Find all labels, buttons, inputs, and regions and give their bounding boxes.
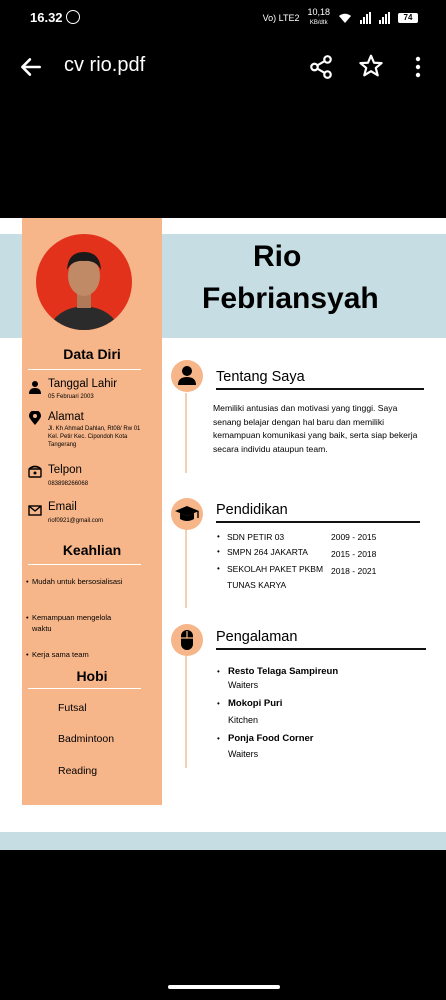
timeline-line — [185, 528, 187, 608]
job-role: Waiters — [228, 749, 259, 759]
section-underline — [216, 521, 420, 523]
school-name: SMPN 264 JAKARTA — [227, 547, 308, 557]
skill-text: • Kerja sama team — [32, 650, 89, 659]
divider — [28, 564, 141, 565]
about-text: Memiliki antusias dan motivasi yang tinggi. Saya senang belajar dengan hal baru dan memiliki kemampuan komunikasi yang baik, serta siap bekerja secara individu ataupun team. — [213, 403, 418, 454]
skills-heading: Keahlian — [62, 542, 122, 558]
first-name: Rio — [253, 240, 302, 273]
person-icon — [171, 360, 203, 392]
pdf-page[interactable] — [0, 218, 446, 850]
share-icon[interactable] — [308, 54, 334, 80]
birth-value: 05 Februari 2003 — [48, 394, 94, 400]
experience-badge — [171, 624, 203, 656]
school-name: SDN PETIR 03 — [227, 532, 285, 542]
speed-indicator — [307, 8, 330, 28]
experience-heading: Pengalaman — [216, 629, 298, 645]
bullet: • — [217, 532, 220, 541]
email-value: riof0921@gmail.com — [48, 518, 104, 524]
email-icon — [28, 503, 42, 517]
section-underline — [216, 388, 424, 390]
status-time: 16.32 — [30, 10, 63, 25]
footer-band — [0, 832, 446, 850]
bullet: • — [217, 547, 220, 556]
timeline-line — [185, 393, 187, 473]
address-label: Alamat — [48, 411, 84, 423]
hobby-item: Futsal — [58, 702, 87, 714]
divider — [28, 369, 141, 370]
person-icon — [28, 380, 42, 394]
job-place: Ponja Food Corner — [228, 733, 314, 744]
school-years: 2018 - 2021 — [331, 566, 377, 576]
status-bar — [0, 0, 446, 34]
hobby-item: Badmintoon — [58, 733, 115, 745]
speed-unit: KB/dtk — [309, 20, 328, 26]
graduation-cap-icon — [171, 498, 203, 530]
speed-value: 10,18 — [307, 7, 330, 17]
app-bar — [0, 40, 446, 96]
education-badge — [171, 498, 203, 530]
wifi-icon — [338, 12, 352, 24]
file-title: cv rio.pdf — [64, 54, 146, 76]
skill-text: • Kemampuan mengelola waktu — [32, 613, 112, 633]
last-name: Febriansyah — [202, 282, 379, 315]
hobby-item: Reading — [58, 765, 98, 777]
job-role: Waiters — [228, 680, 259, 690]
divider — [28, 688, 141, 689]
network-label: Vo) LTE2 — [262, 13, 300, 23]
back-arrow-icon[interactable] — [18, 54, 44, 80]
mouse-icon — [171, 624, 203, 656]
about-badge — [171, 360, 203, 392]
job-role: Kitchen — [228, 715, 259, 725]
about-heading: Tentang Saya — [216, 369, 305, 385]
school-name: SEKOLAH PAKET PKBM — [227, 564, 324, 574]
profile-photo — [36, 234, 132, 330]
skill-item — [26, 576, 126, 587]
section-underline — [216, 648, 426, 650]
birth-label: Tanggal Lahir — [48, 378, 118, 390]
signal-icon-2 — [379, 12, 390, 24]
school-years: 2015 - 2018 — [331, 549, 377, 559]
hobby-heading: Hobi — [76, 668, 108, 684]
email-label: Email — [48, 501, 77, 513]
star-icon[interactable] — [358, 53, 384, 79]
data-diri-heading: Data Diri — [63, 346, 121, 362]
phone-value: 083898266068 — [48, 481, 89, 487]
school-years: 2009 - 2015 — [331, 532, 377, 542]
timeline-line — [185, 656, 187, 768]
skill-item — [26, 612, 126, 634]
status-icons — [263, 8, 418, 28]
signal-icon — [360, 12, 371, 24]
bullet: • — [217, 667, 220, 676]
whatsapp-icon — [66, 10, 80, 24]
bullet: • — [217, 564, 220, 573]
cv-sidebar — [22, 218, 162, 805]
bullet: • — [217, 734, 220, 743]
battery-icon: 74 — [398, 13, 418, 23]
skill-item — [26, 649, 126, 660]
more-options-icon[interactable] — [408, 54, 428, 80]
phone-label: Telpon — [48, 464, 82, 476]
bullet: • — [217, 699, 220, 708]
address-value: Jl. Kh Ahmad Dahlan, Rt08/ Rw 01 Kel. Petir Kec. Cipondoh Kota Tangerang — [48, 426, 141, 448]
education-heading: Pendidikan — [216, 502, 288, 518]
location-pin-icon — [28, 411, 42, 425]
job-place: Mokopi Puri — [228, 698, 283, 709]
school-name-line2: TUNAS KARYA — [227, 580, 287, 590]
gesture-handle[interactable] — [168, 985, 280, 989]
job-place: Resto Telaga Sampireun — [228, 666, 339, 677]
telephone-icon — [28, 464, 42, 478]
skill-text: • Mudah untuk bersosialisasi — [32, 577, 123, 586]
